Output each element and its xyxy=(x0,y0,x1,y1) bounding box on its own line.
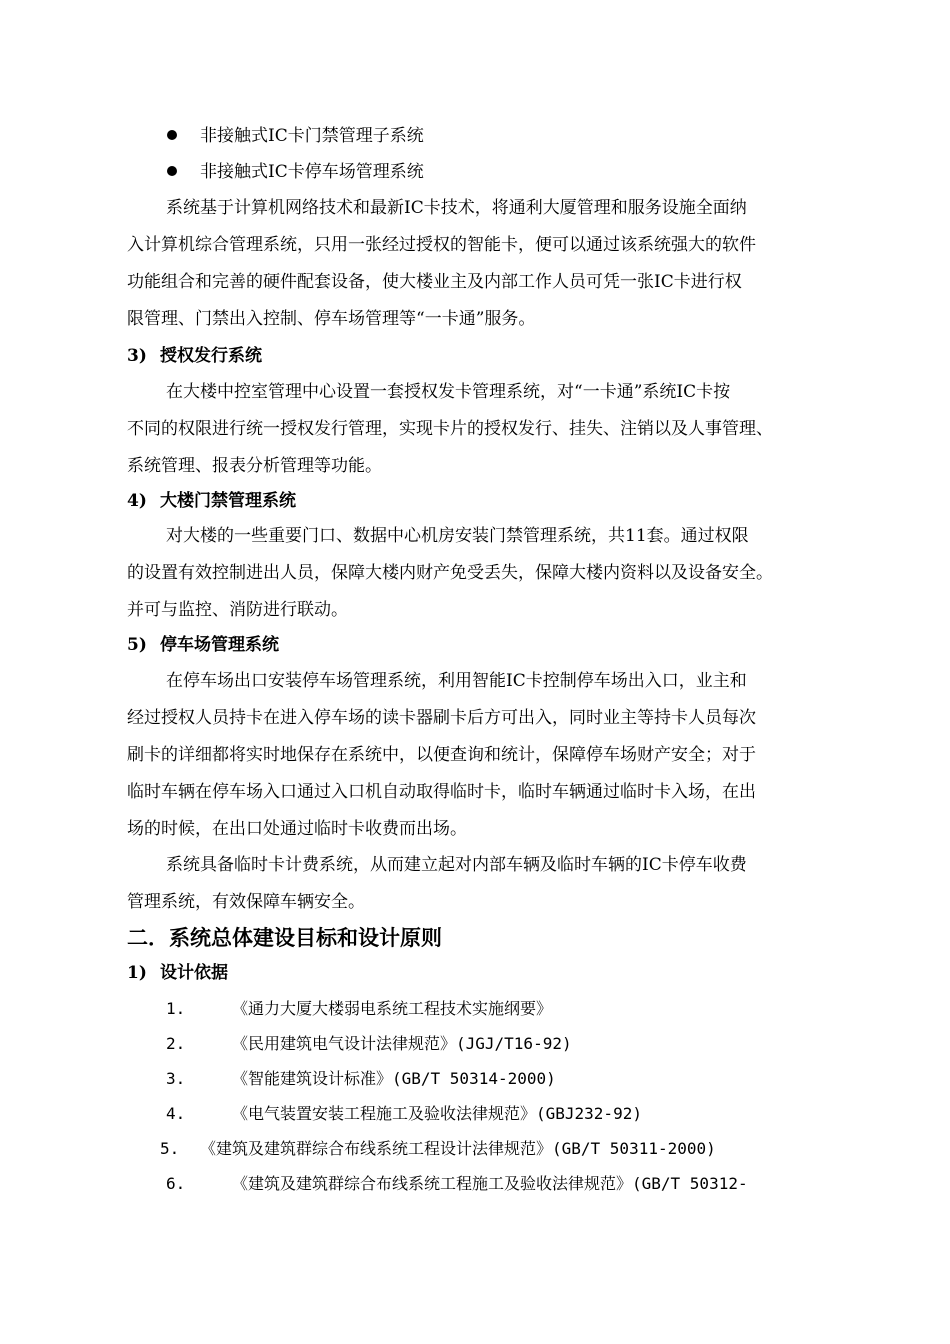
paragraph-line: 临时车辆在停车场入口通过入口机自动取得临时卡，临时车辆通过临时卡入场，在出 xyxy=(127,782,756,802)
paragraph-line: 经过授权人员持卡在进入停车场的读卡器刷卡后方可出入，同时业主等持卡人员每次 xyxy=(127,708,756,728)
ref-text: 《民用建筑电气设计法律规范》(JGJ/T16-92) xyxy=(232,1034,572,1053)
paragraph-line: 限管理、门禁出入控制、停车场管理等“一卡通”服务。 xyxy=(127,309,536,329)
ref-number: 6. xyxy=(166,1174,186,1193)
ref-text: 《智能建筑设计标准》(GB/T 50314-2000) xyxy=(232,1069,556,1088)
paragraph-line: 系统基于计算机网络技术和最新IC卡技术，将通利大厦管理和服务设施全面纳 xyxy=(166,198,747,218)
ref-number: 4. xyxy=(166,1104,186,1123)
ref-text: 《建筑及建筑群综合布线系统工程设计法律规范》(GB/T 50311-2000) xyxy=(200,1139,716,1158)
ref-text: 《建筑及建筑群综合布线系统工程施工及验收法律规范》(GB/T 50312- xyxy=(232,1174,748,1193)
paragraph-line: 并可与监控、消防进行联动。 xyxy=(127,600,348,620)
ref-text: 《电气装置安装工程施工及验收法律规范》(GBJ232-92) xyxy=(232,1104,642,1123)
section-heading: 大楼门禁管理系统 xyxy=(160,491,296,511)
ref-text: 《通力大厦大楼弱电系统工程技术实施纲要》 xyxy=(232,999,553,1018)
bullet-dot-icon xyxy=(167,166,177,176)
bullet-item: 非接触式IC卡停车场管理系统 xyxy=(200,162,424,182)
section-number: 3) xyxy=(127,346,147,366)
paragraph-line: 场的时候，在出口处通过临时卡收费而出场。 xyxy=(127,819,467,839)
bullet-dot-icon xyxy=(167,130,177,140)
ref-number: 2. xyxy=(166,1034,186,1053)
paragraph-line: 的设置有效控制进出人员，保障大楼内财产免受丢失，保障大楼内资料以及设备安全。 xyxy=(127,563,773,583)
paragraph-line: 在停车场出口安装停车场管理系统，利用智能IC卡控制停车场出入口，业主和 xyxy=(166,671,747,691)
chapter-heading: 二．系统总体建设目标和设计原则 xyxy=(127,925,442,950)
ref-number: 1. xyxy=(166,999,186,1018)
paragraph-line: 不同的权限进行统一授权发行管理，实现卡片的授权发行、挂失、注销以及人事管理、 xyxy=(127,419,773,439)
section-heading: 设计依据 xyxy=(160,963,228,983)
paragraph-line: 刷卡的详细都将实时地保存在系统中，以便查询和统计，保障停车场财产安全；对于 xyxy=(127,745,756,765)
bullet-item: 非接触式IC卡门禁管理子系统 xyxy=(200,126,424,146)
paragraph-line: 系统具备临时卡计费系统，从而建立起对内部车辆及临时车辆的IC卡停车收费 xyxy=(166,855,747,875)
ref-number: 5. xyxy=(160,1139,180,1158)
section-heading: 停车场管理系统 xyxy=(160,635,279,655)
section-number: 5) xyxy=(127,635,147,655)
section-number: 1) xyxy=(127,963,147,983)
paragraph-line: 系统管理、报表分析管理等功能。 xyxy=(127,456,382,476)
paragraph-line: 入计算机综合管理系统，只用一张经过授权的智能卡，便可以通过该系统强大的软件 xyxy=(127,235,756,255)
paragraph-line: 在大楼中控室管理中心设置一套授权发卡管理系统，对“一卡通”系统IC卡按 xyxy=(166,382,731,402)
section-number: 4) xyxy=(127,491,147,511)
paragraph-line: 功能组合和完善的硬件配套设备，使大楼业主及内部工作人员可凭一张IC卡进行权 xyxy=(127,272,742,292)
paragraph-line: 对大楼的一些重要门口、数据中心机房安装门禁管理系统，共11套。通过权限 xyxy=(166,526,749,546)
ref-number: 3. xyxy=(166,1069,186,1088)
section-heading: 授权发行系统 xyxy=(160,346,262,366)
paragraph-line: 管理系统，有效保障车辆安全。 xyxy=(127,892,365,912)
